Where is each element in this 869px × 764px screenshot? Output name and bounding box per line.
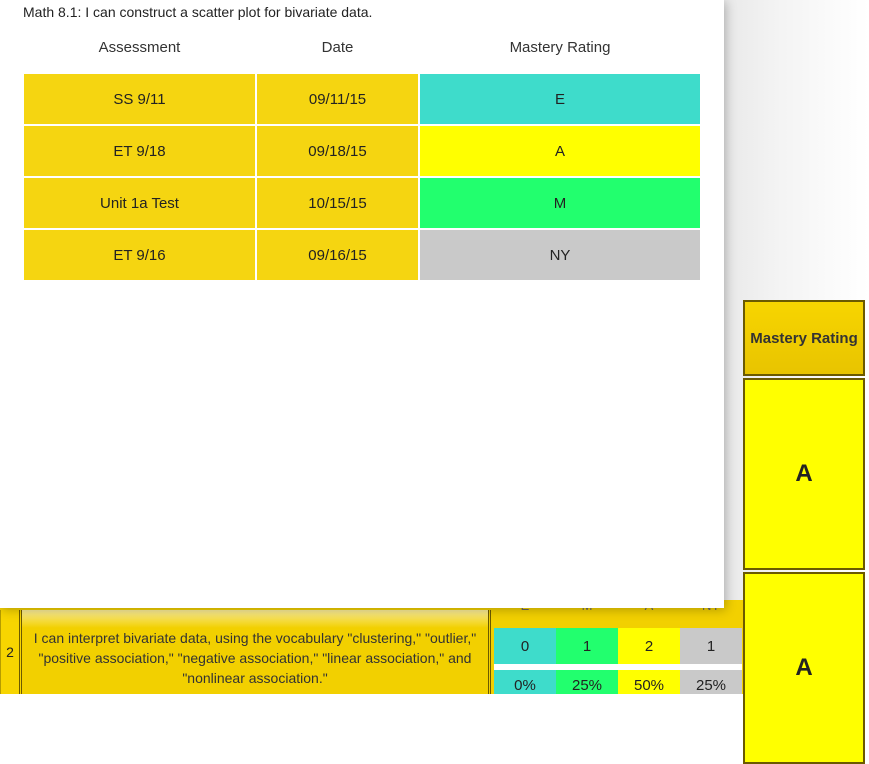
stat-count: 1 <box>680 628 742 664</box>
assessment-cell: ET 9/16 <box>24 230 255 280</box>
column-header-rating: Mastery Rating <box>509 39 611 56</box>
stat-percent: 25% <box>680 670 742 694</box>
stat-col-ny <box>680 600 742 694</box>
stat-percent: 25% <box>556 670 618 694</box>
row-number: 2 <box>0 610 22 694</box>
stat-col-e <box>494 600 556 694</box>
mastery-rating-cell[interactable]: A <box>743 572 865 764</box>
stat-col-a <box>618 600 680 694</box>
date-cell: 09/16/15 <box>257 230 418 280</box>
standard-description-text: I can interpret bivariate data, using the vocabulary "clustering," "outlier," "positive association," "negative association," "linear association," and "nonlinear association." <box>33 630 477 686</box>
stat-col-m <box>556 600 618 694</box>
stat-count: 0 <box>494 628 556 664</box>
assessment-cell: Unit 1a Test <box>24 178 255 228</box>
rating-cell: A <box>420 126 700 176</box>
row-fade <box>22 610 488 628</box>
table-row[interactable] <box>24 230 700 281</box>
column-header-assessment: Assessment <box>98 39 181 56</box>
mastery-rating-column <box>743 300 869 694</box>
date-cell: 09/11/15 <box>257 74 418 124</box>
rating-cell: M <box>420 178 700 228</box>
mastery-stats <box>494 600 744 694</box>
rating-cell: NY <box>420 230 700 280</box>
stat-count: 2 <box>618 628 680 664</box>
mastery-rating-cell[interactable]: A <box>743 378 865 570</box>
mastery-rating-header[interactable]: Mastery Rating <box>743 300 865 376</box>
stat-percent: 50% <box>618 670 680 694</box>
date-cell: 09/18/15 <box>257 126 418 176</box>
stat-count: 1 <box>556 628 618 664</box>
stat-percent: 0% <box>494 670 556 694</box>
date-cell: 10/15/15 <box>257 178 418 228</box>
table-row[interactable] <box>24 74 700 125</box>
column-header-date: Date <box>321 39 354 56</box>
rating-cell: E <box>420 74 700 124</box>
assessment-cell: SS 9/11 <box>24 74 255 124</box>
standard-description <box>22 610 491 694</box>
assessment-cell: ET 9/18 <box>24 126 255 176</box>
popup-title: Math 8.1: I can construct a scatter plot for bivariate data. <box>23 4 373 20</box>
table-row[interactable] <box>24 178 700 229</box>
table-row[interactable] <box>24 126 700 177</box>
